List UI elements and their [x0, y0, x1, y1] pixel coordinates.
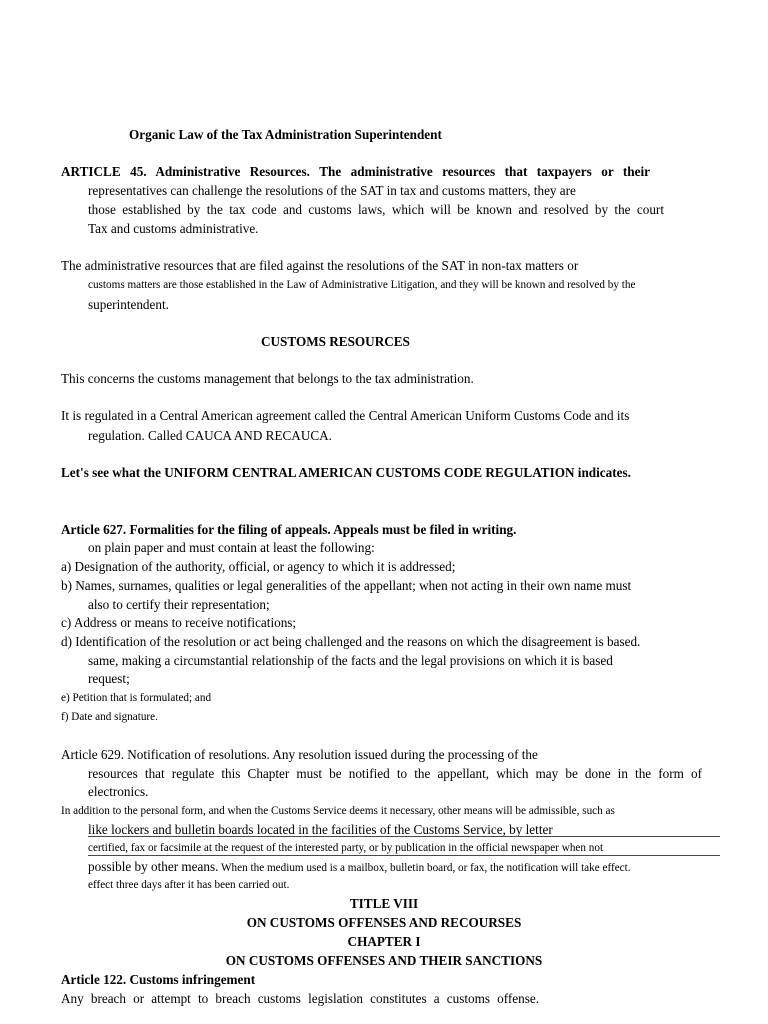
article-627-item-b: b) Names, surnames, qualities or legal generalities of the appellant; when not acting in their own name must [61, 578, 632, 593]
document-title: Organic Law of the Tax Administration Superintendent [129, 127, 442, 142]
offenses-recourses-heading: ON CUSTOMS OFFENSES AND RECOURSES [246, 915, 522, 930]
article-629-line-6 [88, 858, 631, 877]
underline-rule-1 [88, 836, 720, 837]
article-627-item-c: c) Address or means to receive notifications; [61, 615, 297, 630]
title-viii-heading: TITLE VIII [349, 896, 419, 911]
article-45-line-3: Tax and customs administrative. [88, 221, 259, 236]
article-627-item-f: f) Date and signature. [61, 711, 158, 723]
article-629-line-6-end: When the medium used is a mailbox, bulletin board, or fax, the notification will take effect. [218, 862, 631, 874]
article-629-line-2: electronics. [88, 784, 149, 799]
non-tax-paragraph-line-2: customs matters are those established in the Law of Administrative Litigation, and they will be known and resolved by the [88, 279, 636, 291]
article-627-item-a: a) Designation of the authority, official, or agency to which it is addressed; [61, 559, 456, 574]
article-629-line-4: like lockers and bulletin boards located in the facilities of the Customs Service, by letter [88, 822, 553, 837]
article-627-item-e: e) Petition that is formulated; and [61, 692, 212, 704]
article-629-line-3: In addition to the personal form, and when the Customs Service deems it necessary, other means will be admissible, such as [61, 805, 615, 817]
article-627-item-d-request: request; [88, 671, 130, 686]
article-629-heading: Article 629. Notification of resolutions. Any resolution issued during the processing of the [61, 747, 538, 762]
regulated-paragraph-line-2: regulation. Called CAUCA AND RECAUCA. [88, 428, 332, 443]
underline-rule-2 [88, 855, 720, 856]
article-45-line-2: those established by the tax code and customs laws, which will be known and resolved by the court [88, 202, 664, 217]
article-122-line-1: Any breach or attempt to breach customs legislation constitutes a customs offense. [61, 991, 539, 1006]
article-629-line-7: effect three days after it has been carried out. [88, 879, 290, 891]
article-629-line-6-start: possible by other means. [88, 859, 219, 874]
article-45-heading: ARTICLE 45. Administrative Resources. The administrative resources that taxpayers or their [61, 164, 650, 179]
article-627-item-b-continued: also to certify their representation; [88, 597, 270, 612]
regulated-paragraph-line-1: It is regulated in a Central American agreement called the Central American Uniform Customs Code and its [61, 408, 630, 423]
chapter-i-heading: CHAPTER I [347, 934, 421, 949]
non-tax-paragraph-line-3: superintendent. [88, 297, 169, 312]
lets-see-heading: Let's see what the UNIFORM CENTRAL AMERICAN CUSTOMS CODE REGULATION indicates. [61, 465, 631, 480]
customs-resources-heading: CUSTOMS RESOURCES [261, 334, 410, 349]
article-45-line-1: representatives can challenge the resolutions of the SAT in tax and customs matters, they are [88, 183, 576, 198]
article-627-item-d: d) Identification of the resolution or act being challenged and the reasons on which the disagreement is based. [61, 634, 641, 649]
customs-management-paragraph: This concerns the customs management that belongs to the tax administration. [61, 371, 474, 386]
article-122-heading: Article 122. Customs infringement [61, 972, 256, 987]
article-627-line-1: on plain paper and must contain at least the following: [88, 540, 375, 555]
article-627-item-d-continued: same, making a circumstantial relationship of the facts and the legal provisions on which it is based [88, 653, 613, 668]
article-629-line-1: resources that regulate this Chapter must be notified to the appellant, which may be done in the form of [88, 766, 702, 781]
offenses-sanctions-heading: ON CUSTOMS OFFENSES AND THEIR SANCTIONS [225, 953, 543, 968]
article-629-line-5: certified, fax or facsimile at the request of the interested party, or by publication in the official newspaper when not [88, 842, 604, 854]
article-627-heading: Article 627. Formalities for the filing of appeals. Appeals must be filed in writing. [61, 522, 517, 537]
non-tax-paragraph-line-1: The administrative resources that are filed against the resolutions of the SAT in non-tax matters or [61, 258, 579, 273]
